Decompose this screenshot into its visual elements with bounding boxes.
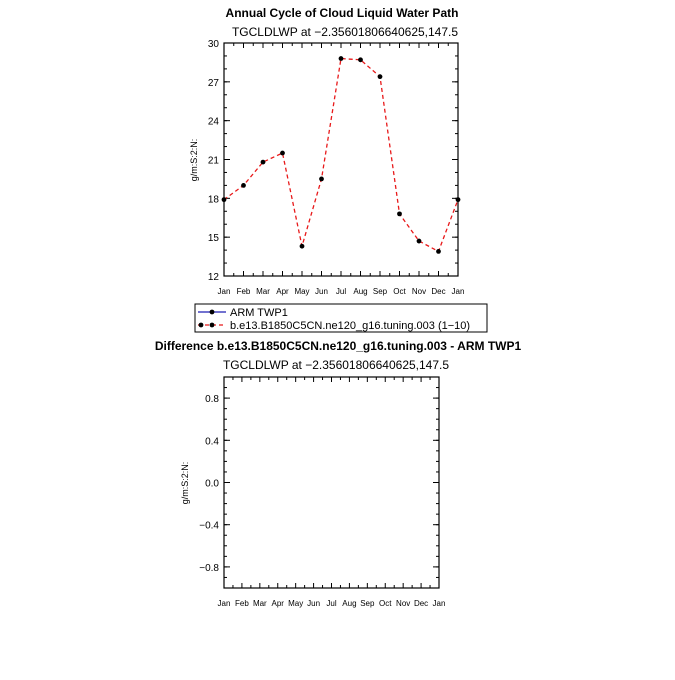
data-point	[222, 197, 227, 202]
x-tick-label: Jul	[335, 287, 347, 296]
x-tick-label: Oct	[379, 599, 392, 608]
x-tick-label: Mar	[252, 599, 267, 608]
x-tick-label: Oct	[393, 287, 406, 296]
legend-label-arm: ARM TWP1	[230, 307, 288, 319]
x-tick-label: May	[294, 287, 310, 296]
x-tick-label: Dec	[413, 599, 429, 608]
data-point	[319, 177, 324, 182]
data-point	[378, 74, 383, 79]
legend-marker-model-left	[199, 323, 204, 328]
chart-1-ticks	[224, 43, 458, 276]
series-line-model	[224, 59, 458, 252]
data-point	[358, 57, 363, 62]
legend-marker-model	[210, 323, 215, 328]
x-tick-label: Sep	[360, 599, 375, 608]
x-tick-label: Apr	[271, 599, 284, 608]
legend-label-model: b.e13.B1850C5CN.ne120_g16.tuning.003 (1−10)	[230, 320, 471, 332]
data-point	[456, 197, 461, 202]
data-point	[280, 151, 285, 156]
chart-1-y-axis-title: g/m:S:2:N:	[189, 138, 199, 182]
x-tick-label: Aug	[353, 287, 368, 296]
y-tick-label: 18	[207, 194, 219, 206]
x-tick-label: Jan	[217, 599, 231, 608]
chart-2	[155, 339, 522, 608]
legend-marker-arm	[210, 310, 215, 315]
x-tick-label: Jun	[307, 599, 321, 608]
x-tick-label: Feb	[235, 599, 249, 608]
y-tick-label: 24	[207, 116, 219, 128]
y-tick-label: 0.4	[205, 436, 219, 448]
x-tick-label: Jan	[217, 287, 231, 296]
chart-1-legend	[195, 304, 487, 332]
x-tick-label: Feb	[236, 287, 251, 296]
chart-1-title: Annual Cycle of Cloud Liquid Water Path	[225, 6, 459, 20]
chart-2-y-axis-labels	[199, 394, 219, 574]
x-tick-label: Jul	[326, 599, 337, 608]
x-tick-label: Sep	[372, 287, 388, 296]
data-point	[397, 211, 402, 216]
x-tick-label: Nov	[396, 599, 411, 608]
x-tick-label: May	[288, 599, 304, 608]
chart-2-x-axis-labels	[218, 599, 446, 608]
data-point	[436, 249, 441, 254]
chart-1	[189, 6, 487, 332]
chart-2-subtitle: TGCLDLWP at −2.35601806640625,147.5	[222, 358, 450, 372]
chart-2-plot-frame	[224, 377, 439, 588]
y-tick-label: 21	[207, 155, 219, 167]
data-point	[241, 183, 246, 188]
y-tick-label: 0.8	[205, 394, 219, 406]
chart-2-title: Difference b.e13.B1850C5CN.ne120_g16.tuning.003 - ARM TWP1	[154, 339, 522, 353]
data-point	[417, 239, 422, 244]
data-point	[339, 56, 344, 61]
chart-1-subtitle: TGCLDLWP at −2.35601806640625,147.5	[231, 25, 459, 39]
chart-1-x-axis-labels	[218, 287, 465, 296]
y-tick-label: 30	[207, 39, 219, 50]
chart-1-plot-frame	[224, 43, 458, 276]
y-tick-label: 27	[207, 77, 219, 89]
y-tick-label: −0.4	[199, 520, 219, 532]
chart-2-ticks	[224, 377, 439, 588]
x-tick-label: Aug	[342, 599, 357, 608]
x-tick-label: Mar	[256, 287, 270, 296]
data-point	[300, 244, 305, 249]
x-tick-label: Jun	[315, 287, 328, 296]
x-tick-label: Jan	[451, 287, 465, 296]
y-tick-label: 0.0	[205, 478, 219, 490]
chart-1-y-axis-labels	[208, 39, 220, 283]
y-tick-label: −0.8	[199, 562, 219, 574]
x-tick-label: Nov	[411, 287, 427, 296]
x-tick-label: Dec	[431, 287, 446, 296]
x-tick-label: Jan	[432, 599, 446, 608]
x-tick-label: Apr	[276, 287, 289, 296]
chart-1-series-layer	[222, 56, 461, 254]
y-tick-label: 15	[207, 233, 219, 245]
chart-2-y-axis-title: g/m:S:2:N:	[180, 461, 190, 505]
data-point	[261, 160, 266, 165]
y-tick-label: 12	[207, 272, 219, 283]
